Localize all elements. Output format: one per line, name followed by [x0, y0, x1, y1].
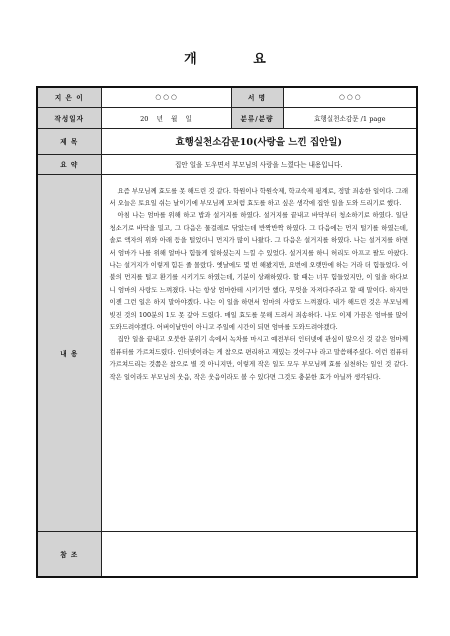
author-value: ○ ○ ○: [101, 87, 231, 107]
reference-label: 참 조: [37, 531, 101, 577]
document-title: 효행실천소감문10(사랑을 느낀 집안일): [101, 128, 417, 154]
date-label: 작성일자: [37, 107, 101, 128]
signature-value: ○ ○ ○: [283, 87, 417, 107]
category-label: 분류/분량: [231, 107, 283, 128]
summary-label: 요 약: [37, 154, 101, 174]
title-row: [37, 128, 417, 154]
content-label: 내 용: [37, 174, 101, 531]
page-title: 개 요: [184, 52, 292, 67]
summary-text: 집안 일을 도우면서 부모님의 사랑을 느꼈다는 내용입니다.: [101, 154, 417, 174]
category-value: 효행실천소감문 /1 page: [283, 107, 417, 128]
content-paragraph: 아침 나는 엄마를 위해 하고 밥과 설거지를 하였다. 설거지를 끝내고 바닥부터 청소하기로 하였다. 일단 청소기로 바닥을 밀고, 그 다음은 물걸레로 닦았는데 반짝반짝 하였다. 그 다음에는 먼지 털기를 하였는데, 솔로 액자의 위와 아래 등을 털었더니 먼지가 많이 나왔다. 그 다음은 설거지를 하였다. 나는 설거지를 하면서 엄마가 나를 위해 얼마나 힘들게 일하셨는지 느낄 수 있었다. 설거지를 하니 허리도 아프고 팔도 아팠다. 나는 설거지가 이렇게 힘든 줄 몰랐다. 옛날에도 몇 번 해봤지만, 요번에 오랫만에 하는 거라 더 힘들었다. 이불의 먼지를 털고 환기를 시키기도 하였는데, 기분이 상쾌하였다. 할 때는 너무 힘들었지만, 이 일을 하다보니 엄마의 사랑도 느껴졌다. 나는 항상 엄마한테 시키기만 했다, 무엇을 자져다주라고 할 때 말이다. 하지만 이젠 그런 일은 하지 말아야겠다. 나는 이 일을 하면서 엄마의 사랑도 느껴졌다. 내가 해드린 것은 부모님께 빚진 것의 100분의 1도 못 갚아 드렸다. 매일 효도를 못해 드려서 죄송하다. 나도 이제 가끔은 엄마를 많이 도와드려야겠다. 어버이날만이 아니고 주일에 시간이 되면 엄마를 도와드려야겠다.: [109, 211, 408, 331]
reference-value: [101, 531, 417, 577]
content-paragraph: 요즘 부모님께 효도를 못 해드린 것 같다. 학원이나 학원숙제, 학교숙제 핑계로, 정말 죄송한 일이다. 그래서 오늘은 토요일 쉬는 날이기에 부모님께 모처럼 효도를 하고 싶은 생각에 집안 일을 도와 드리기로 했다.: [109, 186, 408, 207]
reference-row: [37, 531, 417, 577]
content-row: [37, 174, 417, 531]
signature-label: 서 명: [231, 87, 283, 107]
content-paragraph: 집안 일을 끝내고 오붓한 분위기 속에서 녹차를 마시고 예전부터 인터넷에 관심이 많으신 것 같은 엄마께 컴퓨터를 가르쳐드렸다. 인터넷이라는 게 참으로 편리하고 재밌는 것이구나 라고 말씀해주셨다. 이런 컴퓨터 가르쳐드리는 것쯤은 참으로 별 것 아니지만, 이렇게 작은 일도 모두 부모님께 효를 실천하는 일인 것 같다. 작은 일이라도 부모님의 웃음, 작은 웃음이라도 볼 수 있다면 그것도 충분한 효가 아닐까 생각된다.: [109, 335, 408, 381]
date-row: [37, 107, 417, 128]
date-value: 20 년 월 일: [101, 107, 231, 128]
author-label: 지 은 이: [37, 87, 101, 107]
content-body: [101, 174, 417, 531]
summary-row: [37, 154, 417, 174]
title-label: 제 목: [37, 128, 101, 154]
author-row: [37, 87, 417, 107]
document-form: [36, 86, 418, 578]
